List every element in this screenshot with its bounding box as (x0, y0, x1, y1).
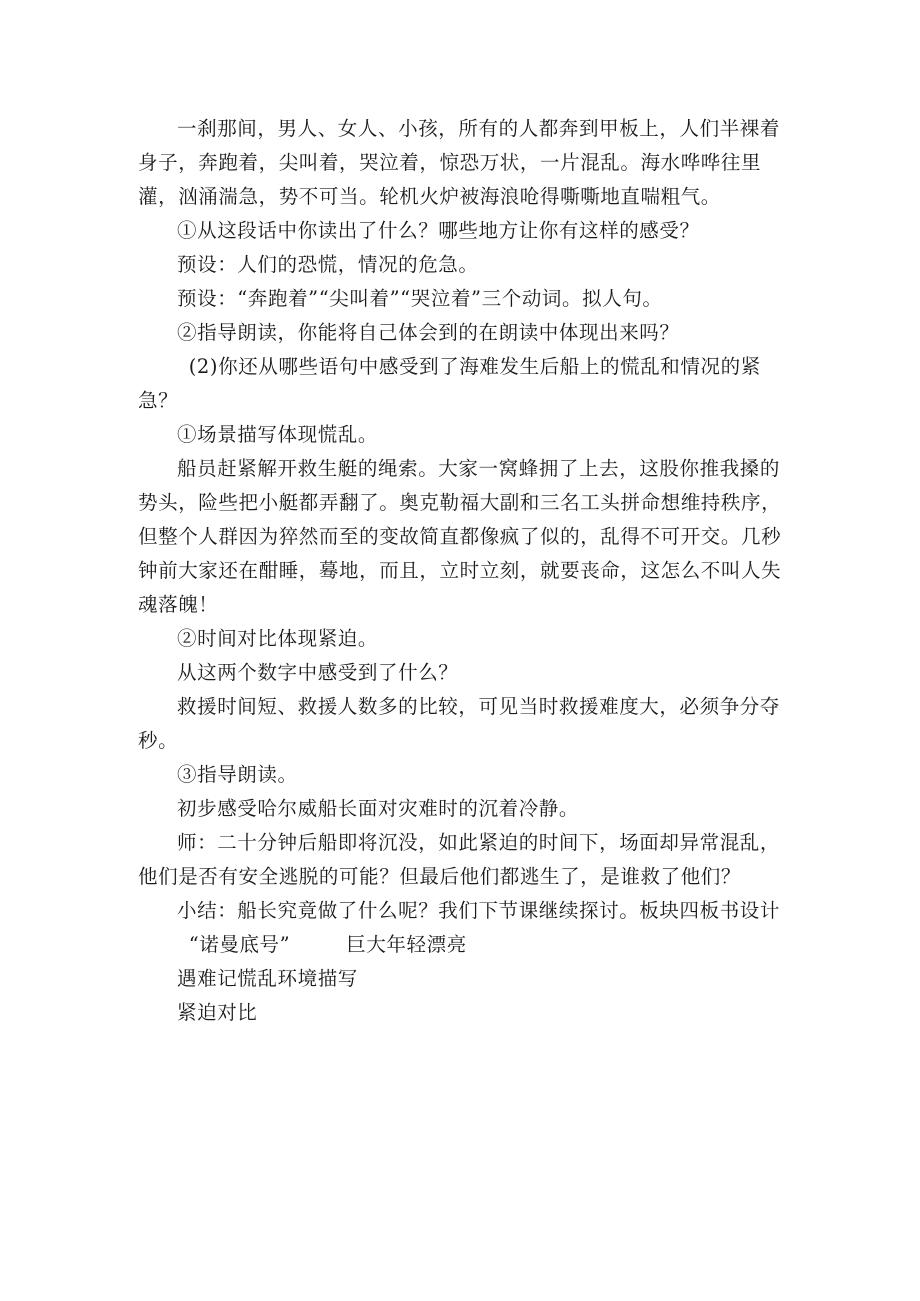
answer-rescue-comparison: 救援时间短、救援人数多的比较，可见当时救援难度大，必须争分夺秒。 (138, 695, 781, 752)
board-design-line-3: 紧迫对比 (177, 1001, 258, 1024)
board-design-line-2: 遇难记慌乱环境描写 (177, 967, 358, 990)
question-numbers: 从这两个数字中感受到了什么？ (177, 661, 459, 684)
paragraph-scene-description: 一刹那间，男人、女人、小孩，所有的人都奔到甲板上，人们半裸着身子，奔跑着，尖叫着，哭泣着，惊恐万状，一片混乱。海水哗哗往里灌，汹涌湍急，势不可当。轮机火炉被海浪呛得嘶嘶地直喘粗气。 (138, 117, 781, 208)
board-title-note: 巨大年轻漂亮 (346, 933, 467, 956)
board-design-title-line (138, 928, 788, 962)
paragraph-summary: 小结：船长究竟做了什么呢？我们下节课继续探讨。板块四板书设计 (177, 899, 781, 922)
paragraph-captain-intro: 初步感受哈尔威船长面对灾难时的沉着冷静。 (177, 797, 580, 820)
paragraph-crew-chaos: 船员赶紧解开救生艇的绳索。大家一窝蜂拥了上去，这股你推我搡的势头，险些把小艇都弄翻了。奥克勒福大副和三名工头拼命想维持秩序，但整个人群因为猝然而至的变故简直都像疯了似的，乱得不可开交。几秒钟前大家还在酣睡，蓦地，而且，立时立刻，就要丧命，这怎么不叫人失魂落魄！ (138, 457, 782, 616)
point-time-contrast: ②时间对比体现紧迫。 (177, 627, 379, 650)
preset-answer-1: 预设：人们的恐慌，情况的危急。 (177, 253, 479, 276)
point-scene-description: ①场景描写体现慌乱。 (177, 423, 379, 446)
board-title: “诺曼底号” (188, 933, 291, 956)
question-section-2: (2)你还从哪些语句中感受到了海难发生后船上的慌乱和情况的紧急？ (138, 355, 761, 412)
question-1: ①从这段话中你读出了什么？哪些地方让你有这样的感受？ (177, 219, 700, 242)
point-guided-reading: ③指导朗读。 (177, 763, 298, 786)
document-body (138, 112, 788, 1030)
preset-answer-2: 预设：“奔跑着”“尖叫着”“哭泣着”三个动词。拟人句。 (177, 287, 663, 310)
paragraph-teacher-question: 师：二十分钟后船即将沉没，如此紧迫的时间下，场面却异常混乱，他们是否有安全逃脱的可能？但最后他们都逃生了，是谁救了他们？ (138, 831, 781, 888)
question-2: ②指导朗读，你能将自己体会到的在朗读中体现出来吗？ (177, 321, 680, 344)
